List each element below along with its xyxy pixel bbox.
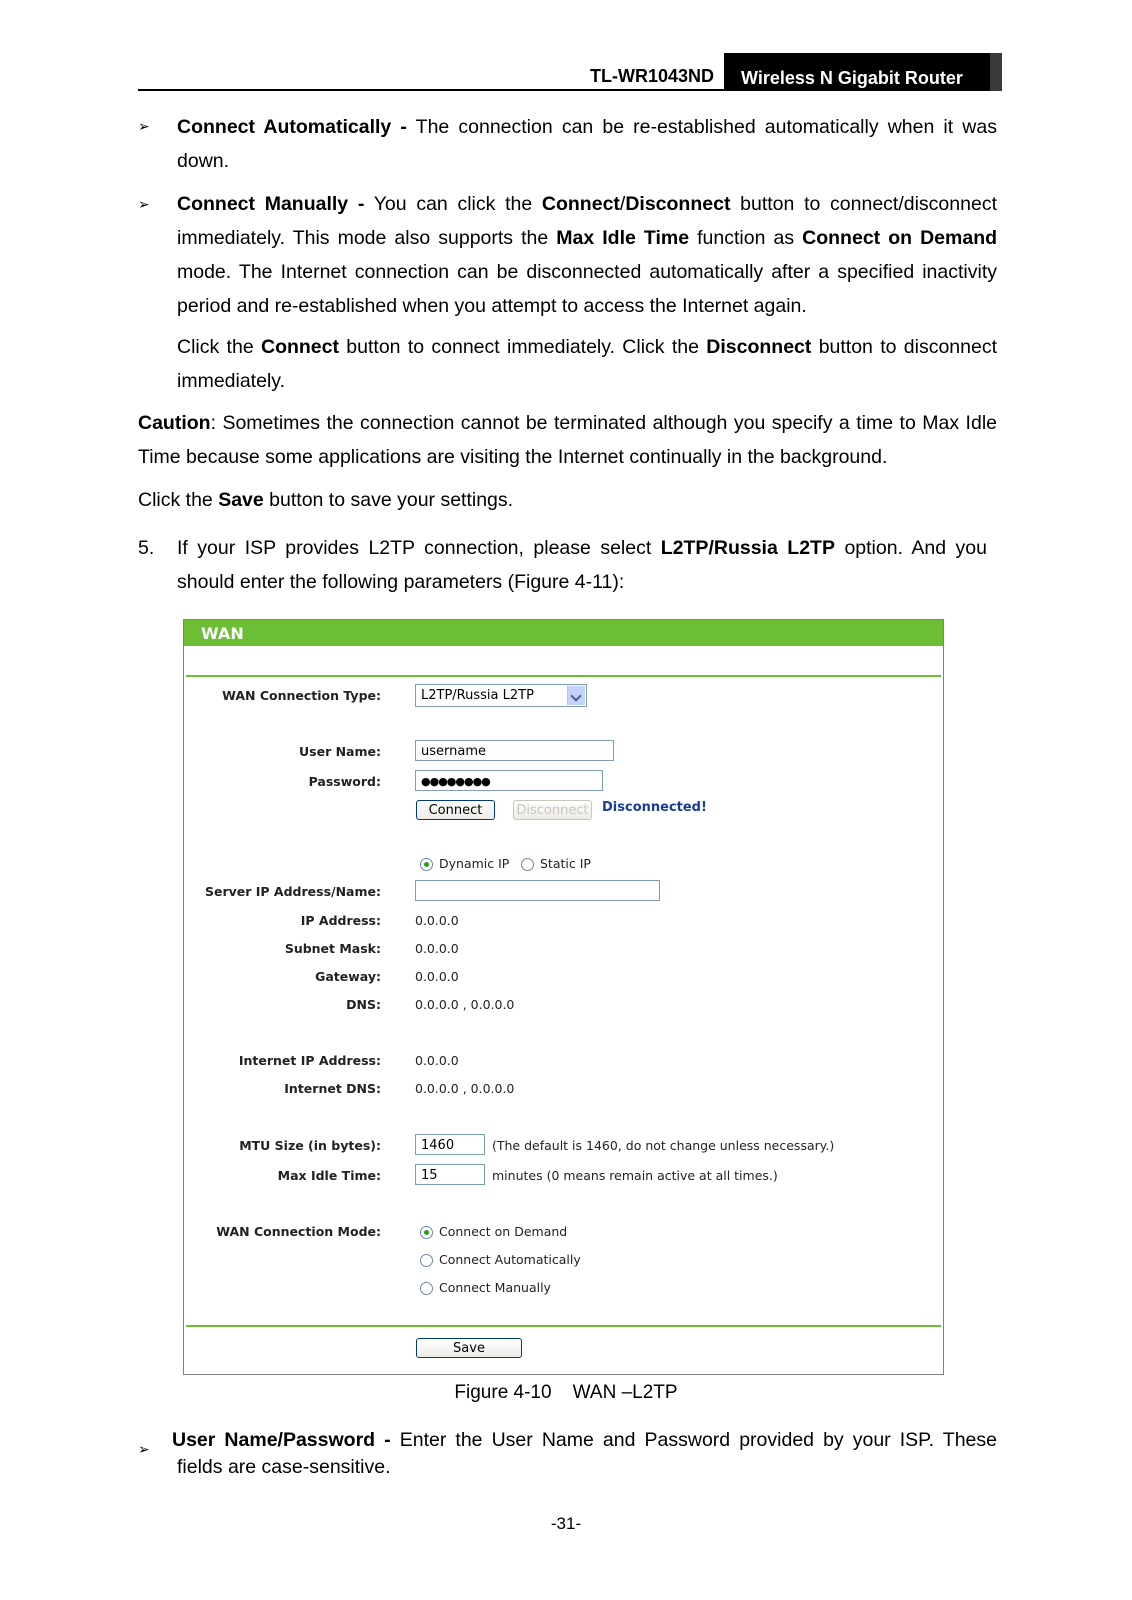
text-span: button to connect immediately. Click the — [346, 336, 699, 358]
term-connect: Connect — [541, 193, 620, 215]
mode-connect-on-demand-radio[interactable] — [420, 1226, 433, 1239]
text-span: immediately. This mode also supports the — [177, 227, 549, 249]
max-idle-time-input[interactable]: 15 — [415, 1164, 485, 1185]
para-connect-buttons — [177, 330, 997, 398]
label-password: Password: — [308, 774, 381, 789]
label-server-ip: Server IP Address/Name: — [204, 884, 381, 899]
mode-connect-automatically-radio[interactable] — [420, 1254, 433, 1267]
term-connect-on-demand: Connect on Demand — [802, 227, 998, 249]
panel-title: WAN — [201, 624, 244, 643]
term-disconnect: Disconnect — [706, 336, 812, 358]
connect-button[interactable]: Connect — [416, 800, 495, 820]
bullet-arrow-icon: ➢ — [138, 118, 150, 134]
gateway-value: 0.0.0.0 — [415, 969, 459, 984]
text-line: should enter the following parameters (Figure 4-11): — [177, 571, 625, 593]
label-max-idle-time: Max Idle Time: — [277, 1168, 381, 1183]
term-max-idle-time: Max Idle Time — [556, 227, 690, 249]
mode-connect-automatically-label: Connect Automatically — [439, 1252, 581, 1267]
max-idle-time-note: minutes (0 means remain active at all times.) — [492, 1168, 778, 1183]
item-number: 5. — [138, 537, 155, 559]
mtu-size-input[interactable]: 1460 — [415, 1134, 485, 1155]
text-span: Click the — [138, 489, 213, 511]
dynamic-ip-radio[interactable] — [420, 858, 433, 871]
wan-settings-panel — [183, 619, 944, 1375]
text-line: fields are case-sensitive. — [177, 1456, 391, 1478]
label-internet-dns: Internet DNS: — [284, 1081, 381, 1096]
figure-caption: Figure 4-10 WAN –L2TP — [454, 1382, 678, 1403]
term-connect-manually: Connect Manually - — [177, 193, 365, 215]
para-connect-manually — [177, 187, 997, 323]
text-span: You can click the — [373, 193, 533, 215]
text-line: Time because some applications are visiting the Internet continually in the background. — [138, 446, 888, 468]
term-disconnect: Disconnect — [625, 193, 731, 215]
text-span: The connection can be re-established automatically when it was — [415, 116, 997, 138]
wan-connection-type-select[interactable] — [415, 684, 587, 707]
header-model: TL-WR1043ND — [589, 66, 714, 86]
label-gateway: Gateway: — [315, 969, 381, 984]
text-line: immediately. — [177, 370, 286, 392]
term-caution: Caution — [138, 412, 211, 434]
para-user-name-password — [172, 1427, 997, 1481]
text-span: button to disconnect — [818, 336, 997, 358]
text-span: Click the — [177, 336, 254, 358]
bullet-arrow-icon: ➢ — [138, 196, 150, 212]
chevron-down-icon[interactable] — [567, 686, 585, 705]
text-span: If your ISP provides L2TP connection, please select — [177, 537, 652, 559]
panel-divider-bottom — [186, 1325, 941, 1327]
label-wan-connection-mode: WAN Connection Mode: — [216, 1224, 381, 1239]
panel-title-bar — [184, 620, 943, 646]
label-internet-ip: Internet IP Address: — [238, 1053, 381, 1068]
user-name-input[interactable]: username — [415, 740, 614, 761]
term-user-name-password: User Name/Password - — [172, 1429, 391, 1451]
label-ip-address: IP Address: — [300, 913, 381, 928]
server-ip-input[interactable] — [415, 880, 660, 901]
mode-connect-manually-label: Connect Manually — [439, 1280, 551, 1295]
wan-connection-type-value: L2TP/Russia L2TP — [421, 688, 534, 703]
bullet-arrow-icon: ➢ — [138, 1441, 150, 1457]
text-line: mode. The Internet connection can be disconnected automatically after a specified inactivity — [177, 261, 997, 283]
mtu-size-note: (The default is 1460, do not change unless necessary.) — [492, 1138, 835, 1153]
text-span: button to save your settings. — [269, 489, 514, 511]
static-ip-radio[interactable] — [521, 858, 534, 871]
page-number: -31- — [550, 1514, 582, 1533]
term-l2tp-option: L2TP/Russia L2TP — [660, 537, 835, 559]
mode-connect-on-demand-label: Connect on Demand — [439, 1224, 568, 1239]
panel-divider-top — [186, 675, 941, 677]
label-subnet-mask: Subnet Mask: — [284, 941, 381, 956]
text-span: : Sometimes the connection cannot be terminated although you specify a time to Max Idle — [210, 412, 997, 434]
mode-connect-manually-radio[interactable] — [420, 1282, 433, 1295]
header-product-box — [724, 53, 1002, 91]
dynamic-ip-label: Dynamic IP — [439, 856, 510, 871]
label-wan-connection-type: WAN Connection Type: — [222, 688, 381, 703]
subnet-mask-value: 0.0.0.0 — [415, 941, 459, 956]
term-connect-automatically: Connect Automatically - — [177, 116, 407, 138]
internet-dns-value: 0.0.0.0 , 0.0.0.0 — [415, 1081, 515, 1096]
connection-status: Disconnected! — [602, 800, 707, 815]
text-span: Enter the User Name and Password provided by your ISP. These — [399, 1429, 998, 1451]
header-box-shade — [990, 53, 1002, 91]
label-user-name: User Name: — [299, 744, 381, 759]
text-line: period and re-established when you attempt to access the Internet again. — [177, 295, 807, 317]
disconnect-button[interactable]: Disconnect — [513, 800, 592, 820]
para-connect-automatically — [177, 110, 997, 178]
para-save — [138, 483, 997, 517]
text-span: button to connect/disconnect — [740, 193, 997, 215]
label-dns: DNS: — [346, 997, 381, 1012]
password-input[interactable]: ●●●●●●●● — [415, 770, 603, 791]
dns-value: 0.0.0.0 , 0.0.0.0 — [415, 997, 515, 1012]
internet-ip-value: 0.0.0.0 — [415, 1053, 459, 1068]
save-button[interactable]: Save — [416, 1338, 522, 1358]
para-caution — [138, 406, 997, 474]
term-connect: Connect — [260, 336, 339, 358]
header-product: Wireless N Gigabit Router — [741, 68, 963, 88]
text-span: option. And you — [844, 537, 987, 559]
text-line: down. — [177, 150, 230, 172]
ip-address-value: 0.0.0.0 — [415, 913, 459, 928]
term-save: Save — [218, 489, 264, 511]
static-ip-label: Static IP — [540, 856, 591, 871]
header-rule — [138, 89, 724, 91]
text-span: / — [619, 193, 626, 215]
label-mtu-size: MTU Size (in bytes): — [239, 1138, 381, 1153]
text-span: function as — [697, 227, 795, 249]
para-item-5 — [177, 531, 987, 599]
